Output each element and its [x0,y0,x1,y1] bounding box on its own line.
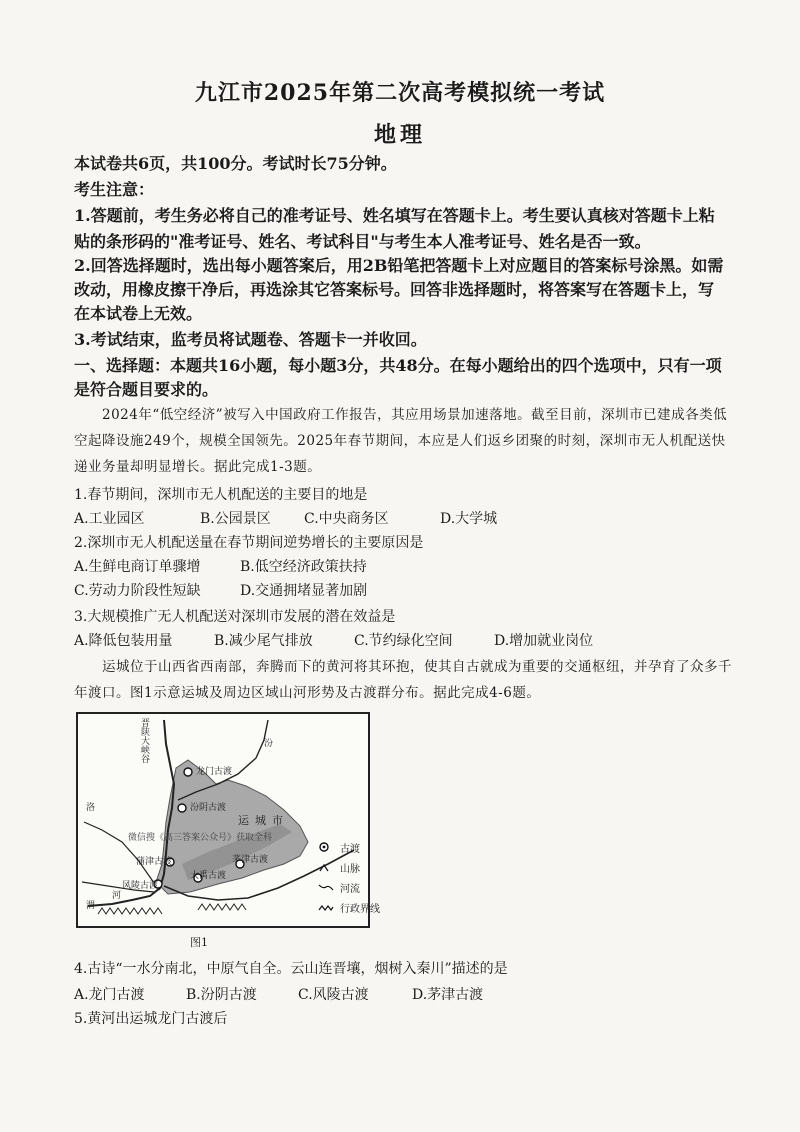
map-label-fen: 汾 [264,739,274,749]
figure-caption: 图1 [190,936,208,949]
map-label-puzhou: 蒲津古渡 [136,857,173,867]
map-label-luo: 洛 [86,803,96,813]
ferry-longmen-marker [184,768,192,776]
q2-option-c[interactable]: C.劳动力阶段性短缺 [74,583,201,599]
exam-title: 九江市2025年第二次高考模拟统一考试 [194,80,606,106]
map-label-top-river: 晋陕大峡谷 [139,718,149,763]
q3-option-c[interactable]: C.节约绿化空间 [354,633,453,649]
legend-item-river: 河流 [318,878,398,898]
notice-item-1b: 贴的条形码的"准考证号、姓名、考试科目"与考生本人准考证号、姓名是否一致。 [74,232,651,251]
map-label-yuncheng: 运城市 [238,814,289,827]
section-heading-a: 一、选择题：本题共16小题，每小题3分，共48分。在每小题给出的四个选项中，只有一项 [74,356,722,375]
map-label-wei: 渭 [86,901,96,911]
q3-option-a[interactable]: A.降低包装用量 [74,633,173,649]
legend-item-boundary: 行政界线 [318,898,398,918]
notice-item-2c: 在本试卷上无效。 [74,304,203,323]
mountain-icon [318,860,334,874]
question-2-stem: 2.深圳市无人机配送量在春节期间逆势增长的主要原因是 [74,535,424,551]
notice-item-2b: 改动，用橡皮擦干净后，再选涂其它答案标号。回答非选择题时，将答案写在答题卡上，写 [74,280,715,299]
map-label-maojin: 茅津古渡 [232,855,269,865]
map-legend [318,838,398,918]
question-4-stem: 4.古诗“一水分南北，中原气自全。云山连晋壤，烟树入秦川”描述的是 [74,961,508,977]
q2-option-a[interactable]: A.生鲜电商订单骤增 [74,559,201,575]
subject-title: 地理 [373,122,426,148]
passage-1: 2024年“低空经济”被写入中国政府工作报告，其应用场景加速落地。截至目前，深圳市已建成各类低空起降设施249个，规模全国领先。2025年春节期间，本应是人们返乡团聚的时刻，深圳市无人机配送快递业务量却明显增长。据此完成1-3题。 [74,407,728,475]
notice-item-1a: 1.答题前，考生务必将自己的准考证号、姓名填写在答题卡上。考生要认真核对答题卡上粘 [74,206,715,225]
q3-option-d[interactable]: D.增加就业岗位 [494,633,594,649]
q2-option-b[interactable]: B.低空经济政策扶持 [240,559,367,575]
river-icon [318,880,334,894]
map-label-longmen: 龙门古渡 [196,767,233,777]
q4-option-a[interactable]: A.龙门古渡 [74,987,145,1003]
ferry-fenyin-marker [178,804,186,812]
q3-option-b[interactable]: B.减少尾气排放 [214,633,313,649]
notice-item-3: 3.考试结束，监考员将试题卷、答题卡一并收回。 [74,330,427,349]
legend-item-mountain: 山脉 [318,858,398,878]
passage-2: 运城位于山西省西南部，奔腾而下的黄河将其环抱，使其自古就成为重要的交通枢纽，并孕育了众多千年渡口。图1示意运城及周边区域山河形势及古渡群分布。据此完成4-6题。 [74,659,732,701]
map-label-fenyin: 汾阴古渡 [190,803,227,813]
question-1-stem: 1.春节期间，深圳市无人机配送的主要目的地是 [74,487,368,503]
q4-option-d[interactable]: D.茅津古渡 [412,987,484,1003]
q4-option-b[interactable]: B.汾阴古渡 [186,987,257,1003]
q1-option-c[interactable]: C.中央商务区 [304,511,389,527]
q2-option-d[interactable]: D.交通拥堵显著加剧 [240,583,368,599]
map-label-dayu: 大禹古渡 [190,871,227,881]
ferry-icon [318,840,334,854]
legend-item-ferry: 古渡 [318,838,398,858]
q1-option-a[interactable]: A.工业园区 [74,511,145,527]
question-5-stem: 5.黄河出运城龙门古渡后 [74,1011,228,1027]
section-heading-b: 是符合题目要求的。 [74,380,219,399]
q1-option-b[interactable]: B.公园景区 [200,511,271,527]
notice-item-2a: 2.回答选择题时，选出每小题答案后，用2B铅笔把答题卡上对应题目的答案标号涂黑。如需 [74,256,724,275]
map-label-he: 河 [112,891,122,901]
map-label-fengling: 风陵古渡 [122,881,159,891]
mountain-range [98,904,246,914]
notice-heading: 考生注意： [74,180,155,199]
map-watermark: 微信搜《高三答案公众号》获取全科 [128,833,273,843]
q4-option-c[interactable]: C.风陵古渡 [298,987,369,1003]
q1-option-d[interactable]: D.大学城 [440,511,498,527]
question-3-stem: 3.大规模推广无人机配送对深圳市发展的潜在效益是 [74,609,396,625]
boundary-icon [318,900,334,914]
exam-info: 本试卷共6页，共100分。考试时长75分钟。 [74,154,397,173]
